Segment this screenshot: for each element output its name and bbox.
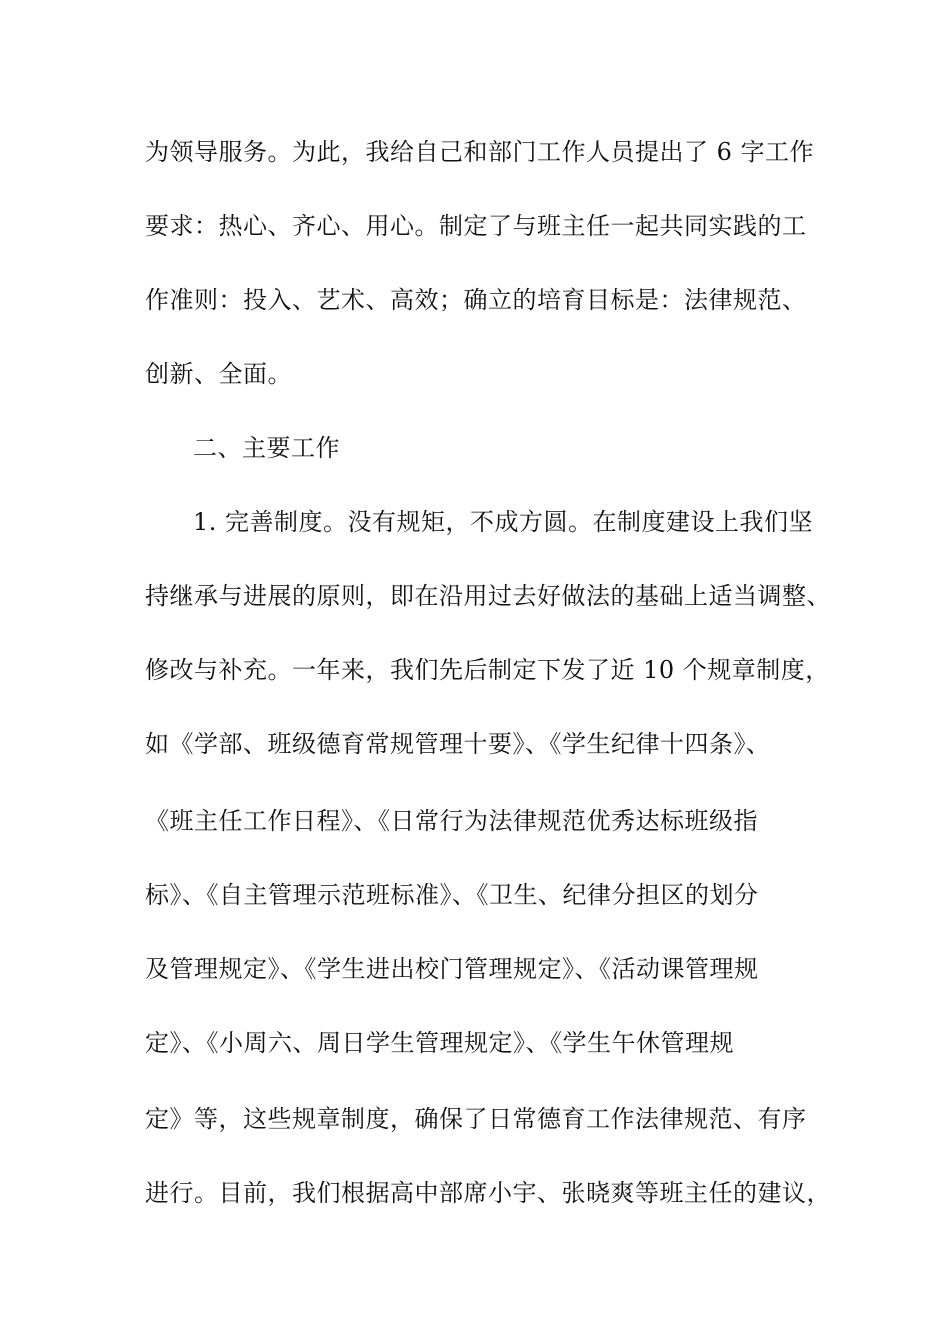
body-text-line: 进行。目前，我们根据高中部席小宇、张晓爽等班主任的建议， (145, 1179, 831, 1207)
body-text-line: 要求：热心、齐心、用心。制定了与班主任一起共同实践的工 (145, 212, 807, 240)
body-text-line: 及管理规定》、《学生进出校门管理规定》、《活动课管理规 (145, 955, 759, 983)
body-text-line: 作准则：投入、艺术、高效；确立的培育目标是：法律规范、 (145, 286, 807, 314)
body-text-line: 为领导服务。为此，我给自己和部门工作人员提出了 6 字工作 (145, 138, 815, 166)
body-text-line: 定》、《小周六、周日学生管理规定》、《学生午休管理规 (145, 1029, 734, 1057)
body-text-line: 持继承与进展的原则，即在沿用过去好做法的基础上适当调整、 (145, 582, 831, 610)
body-text-line: 创新、全面。 (145, 360, 292, 388)
body-text-line: 如《学部、班级德育常规管理十要》、《学生纪律十四条》、 (145, 730, 771, 758)
body-text-line: 修改与补充。一年来，我们先后制定下发了近 10 个规章制度， (145, 656, 830, 684)
body-text-line: 定》等，这些规章制度，确保了日常德育工作法律规范、有序 (145, 1105, 807, 1133)
body-text-line: 标》、《自主管理示范班标准》、《卫生、纪律分担区的划分 (145, 881, 759, 909)
body-text-line: 《班主任工作日程》、《日常行为法律规范优秀达标班级指 (145, 807, 758, 835)
body-text-line: 1. 完善制度。没有规矩，不成方圆。在制度建设上我们坚 (193, 508, 814, 536)
section-heading: 二、主要工作 (193, 434, 340, 462)
